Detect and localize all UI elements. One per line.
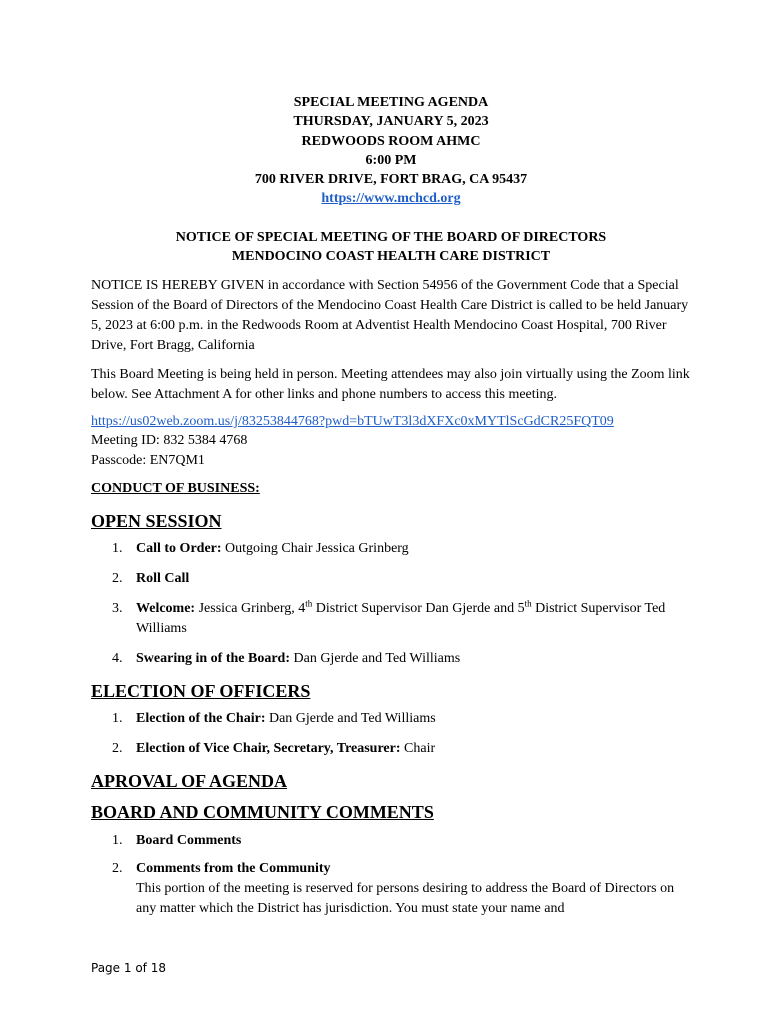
district-website-link[interactable]: https://www.mchcd.org	[321, 191, 461, 207]
header-room: REDWOODS ROOM AHMC	[301, 133, 481, 149]
header-title: SPECIAL MEETING AGENDA	[293, 95, 489, 110]
open-session-heading: OPEN SESSION	[91, 511, 222, 532]
open-session-list	[91, 539, 691, 669]
list-item: 3. Welcome: Jessica Grinberg, 4th District Supervisor Dan Gjerde and 5th District Supervisor Ted Williams	[112, 598, 666, 637]
passcode: Passcode: EN7QM1	[91, 452, 205, 468]
notice-title-line1: NOTICE OF SPECIAL MEETING OF THE BOARD OF DIRECTORS	[175, 229, 607, 245]
board-comments-heading: BOARD AND COMMUNITY COMMENTS	[91, 802, 434, 823]
agenda-page	[91, 93, 691, 919]
zoom-info	[91, 412, 691, 471]
list-item: 1. Call to Order: Outgoing Chair Jessica Grinberg	[112, 541, 409, 557]
page-number: Page 1 of 18	[91, 961, 166, 975]
meeting-id: Meeting ID: 832 5384 4768	[91, 433, 248, 449]
election-list	[91, 709, 691, 759]
conduct-heading: CONDUCT OF BUSINESS:	[91, 481, 260, 497]
meeting-paragraph: This Board Meeting is being held in person. Meeting attendees may also join virtually using the Zoom link below. See Attachment A for other links and phone numbers to access this meeting.	[91, 366, 690, 402]
header-address: 700 RIVER DRIVE, FORT BRAG, CA 95437	[254, 172, 528, 188]
header-date: THURSDAY, JANUARY 5, 2023	[293, 114, 489, 130]
list-item: 2. Election of Vice Chair, Secretary, Treasurer: Chair	[112, 741, 436, 757]
community-comments-text: This portion of the meeting is reserved for persons desiring to address the Board of Directors on any matter which the District has jurisdiction. You must state your name and	[136, 881, 675, 917]
notice-title-line2: MENDOCINO COAST HEALTH CARE DISTRICT	[231, 249, 551, 265]
notice-paragraph: NOTICE IS HEREBY GIVEN in accordance with Section 54956 of the Government Code that a Special Session of the Board of Directors of the Mendocino Coast Health Care District is called to be held January 5, 2023 at 6:00 p.m. in the Redwoods Room at Adventist Health Mendocino Coast Hospital, 700 River Drive, Fort Bragg, California	[91, 277, 689, 353]
election-heading: ELECTION OF OFFICERS	[91, 681, 311, 702]
list-item: 2. Roll Call	[112, 571, 190, 587]
board-comments-list	[91, 831, 691, 919]
list-item: 1. Board Comments	[112, 833, 242, 849]
list-item: 2. Comments from the Community This portion of the meeting is reserved for persons desiring to address the Board of Directors on any matter which the District has jurisdiction. You must state your name and	[91, 859, 691, 919]
agenda-header	[91, 93, 691, 209]
zoom-link[interactable]: https://us02web.zoom.us/j/83253844768?pwd=bTUwT3l3dXFXc0xMYTlScGdCR25FQT09	[91, 413, 614, 429]
header-time: 6:00 PM	[365, 152, 417, 168]
list-item: 1. Election of the Chair: Dan Gjerde and Ted Williams	[112, 711, 436, 727]
notice-title	[91, 228, 691, 267]
approval-of-agenda-heading: APROVAL OF AGENDA	[91, 771, 288, 792]
list-item: 4. Swearing in of the Board: Dan Gjerde and Ted Williams	[112, 651, 461, 667]
